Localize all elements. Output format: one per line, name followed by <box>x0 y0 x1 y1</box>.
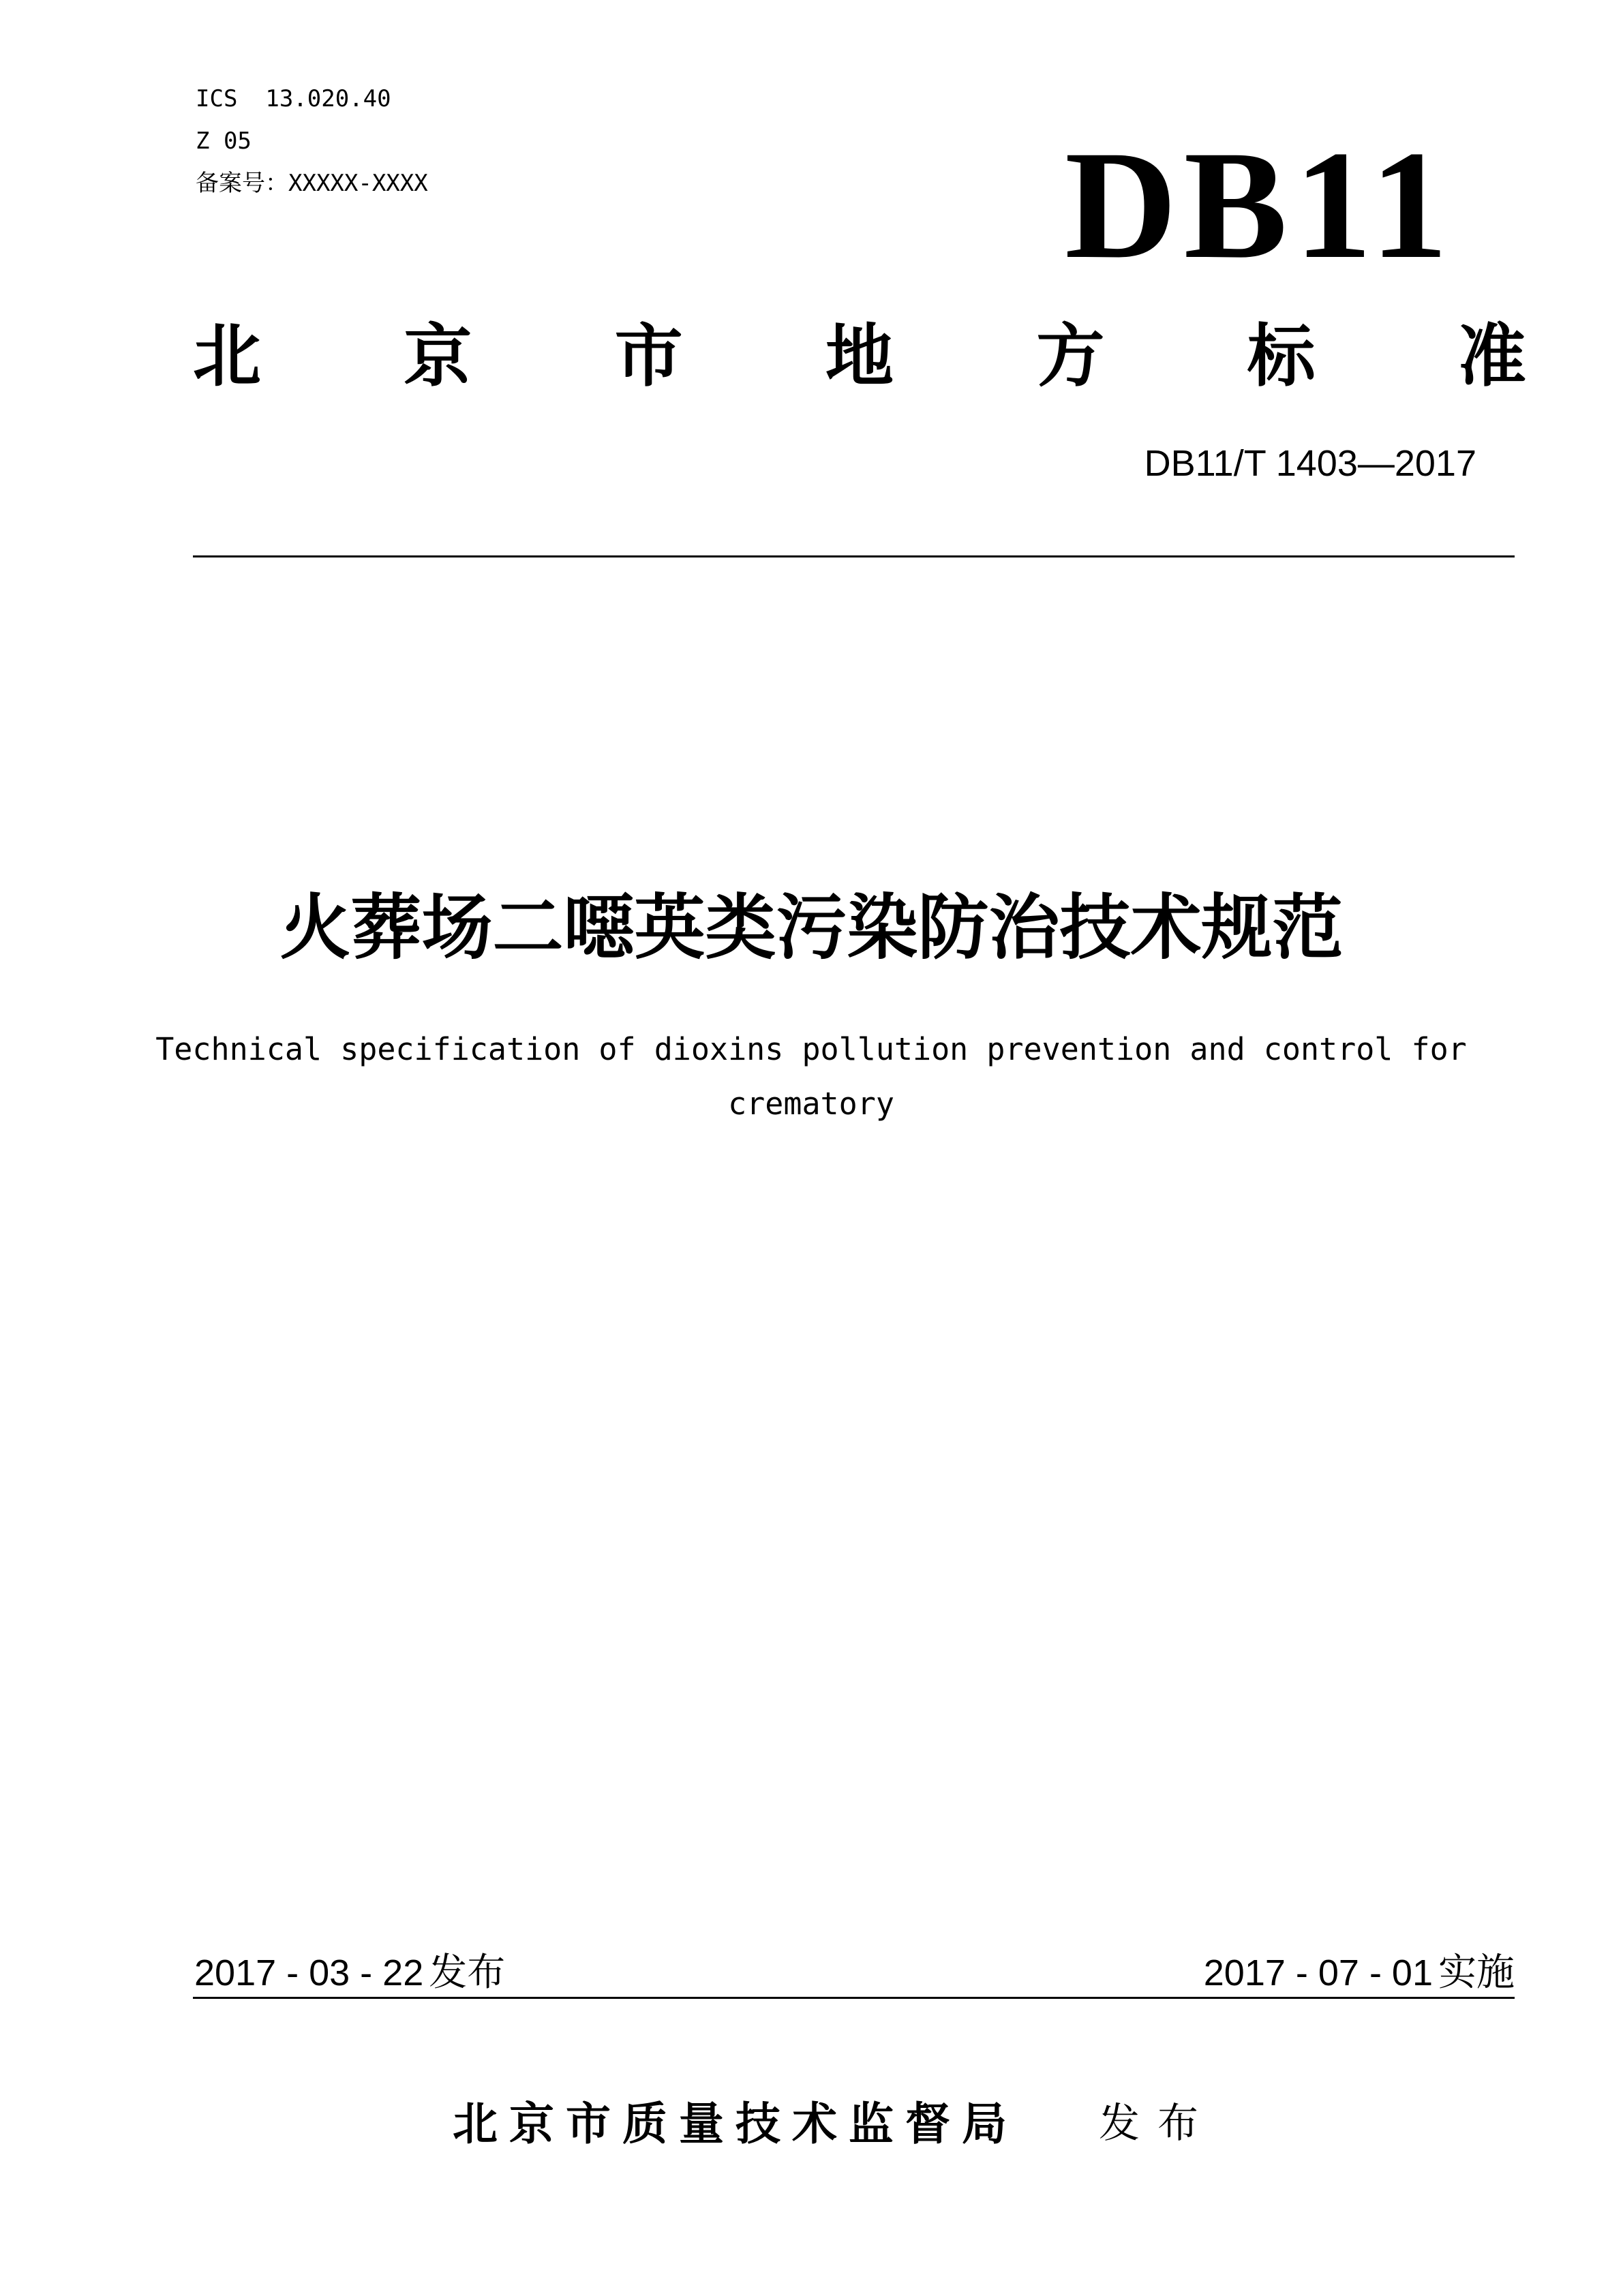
issuing-action-label: 发布 <box>1099 2100 1216 2147</box>
implement-date: 2017 - 07 - 01 <box>1203 1953 1433 1993</box>
standard-type-heading <box>193 316 1526 396</box>
publish-date: 2017 - 03 - 22 <box>194 1953 424 1993</box>
implement-date-line <box>1203 1950 1515 1995</box>
standard-type-char: 标 <box>1247 316 1316 396</box>
standard-type-char: 方 <box>1036 316 1105 396</box>
standard-number: DB11/T 1403—2017 <box>1144 443 1476 484</box>
ics-code: ICS 13.020.40 <box>196 85 391 112</box>
standard-type-char: 地 <box>825 316 894 396</box>
standard-type-char: 京 <box>404 316 472 396</box>
standard-type-char: 准 <box>1457 316 1526 396</box>
db11-logo: DB11 <box>1065 119 1455 291</box>
publish-date-line <box>194 1950 506 1995</box>
ccs-code: Z 05 <box>196 127 252 155</box>
document-title-en: Technical specification of dioxins pollution prevention and control for crematory <box>155 1031 1467 1122</box>
standard-type-char: 北 <box>193 316 261 396</box>
footer-divider <box>193 1997 1515 1999</box>
standard-type-char: 市 <box>614 316 683 396</box>
issuing-authority: 北京市质量技术监督局 <box>453 2098 1018 2150</box>
publish-label: 发布 <box>429 1950 506 1995</box>
header-divider <box>193 555 1515 557</box>
filing-number: 备案号：XXXXX-XXXX <box>196 170 428 197</box>
implement-label: 实施 <box>1438 1950 1515 1995</box>
document-title-zh: 火葬场二噁英类污染防治技术规范 <box>279 886 1344 969</box>
